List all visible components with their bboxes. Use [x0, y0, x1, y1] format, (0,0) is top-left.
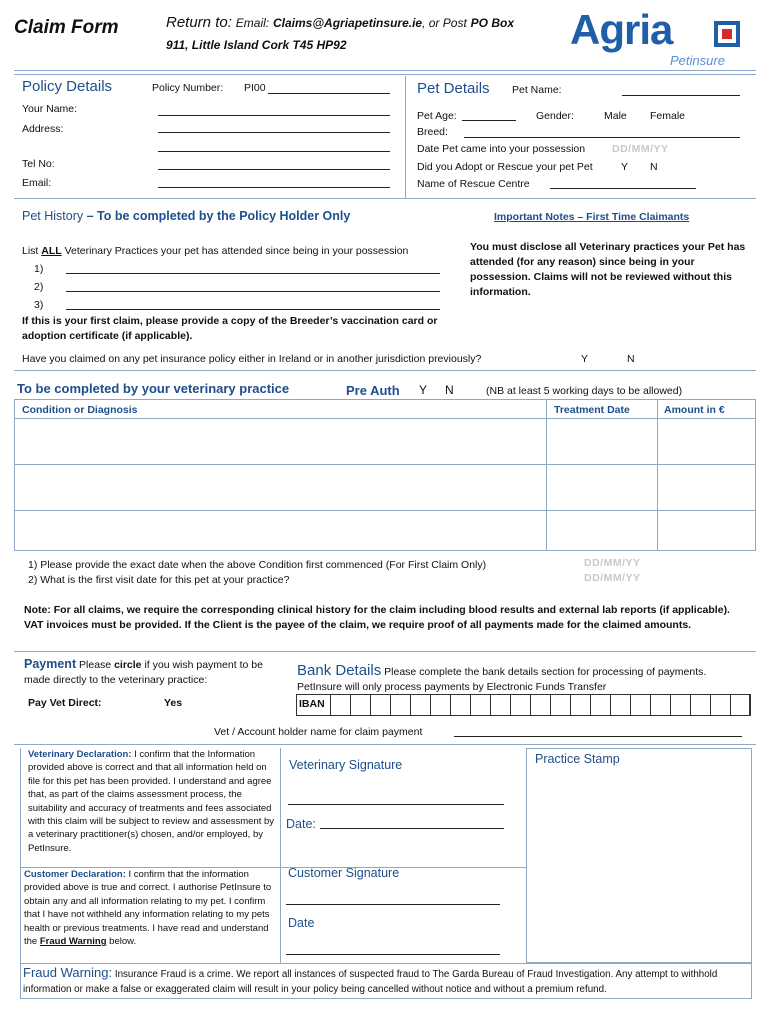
account-holder-label: Vet / Account holder name for claim payment [214, 726, 423, 738]
row-1-amount[interactable] [659, 420, 754, 462]
pet-age-label: Pet Age: [417, 110, 457, 122]
divider [14, 70, 756, 71]
list-post: Veterinary Practices your pet has attended since being in your possession [64, 245, 409, 257]
adopt-yes[interactable]: Y [621, 161, 629, 173]
preauth-no[interactable]: N [445, 383, 454, 397]
name-field[interactable] [158, 115, 390, 116]
possession-date-field[interactable]: DD/MM/YY [612, 143, 669, 155]
row-2-date[interactable] [548, 466, 655, 508]
bank-description: Please complete the bank details section for processing of payments. PetInsure will only process payments by Electronic Funds Transfer [297, 666, 707, 693]
preauth-label: Pre Auth [346, 383, 400, 398]
table-divider [657, 399, 658, 551]
iban-cell[interactable] [670, 694, 691, 716]
rescue-label: Name of Rescue Centre [417, 178, 530, 190]
history-heading-sub: – To be completed by the Policy Holder Only [86, 209, 351, 223]
practice-stamp-box[interactable] [526, 748, 752, 963]
account-holder-field[interactable] [454, 736, 742, 737]
address-field-2[interactable] [158, 151, 390, 152]
fraud-warning [23, 965, 751, 997]
row-3-amount[interactable] [659, 512, 754, 550]
breed-label: Breed: [417, 126, 448, 138]
iban-cell[interactable] [450, 694, 471, 716]
iban-cell[interactable] [530, 694, 551, 716]
logo-subtitle: Petinsure [670, 53, 725, 68]
iban-cell[interactable] [730, 694, 751, 716]
iban-cell[interactable] [490, 694, 511, 716]
page-title: Claim Form [14, 17, 119, 38]
address-label: Address: [22, 123, 64, 135]
adopt-no[interactable]: N [650, 161, 658, 173]
return-address [166, 14, 566, 31]
vet-declaration-title: Veterinary Declaration: [28, 749, 132, 760]
breed-field[interactable] [464, 137, 740, 138]
divider [14, 651, 756, 652]
divider [20, 748, 21, 963]
tel-label: Tel No: [22, 158, 55, 170]
return-email: Claims@Agriapetinsure.ie [273, 16, 423, 30]
table-divider [14, 510, 756, 511]
row-3-condition[interactable] [16, 512, 544, 550]
tel-field[interactable] [158, 169, 390, 170]
col-amount: Amount in € [664, 404, 725, 416]
pet-name-field[interactable] [622, 95, 740, 96]
iban-cell[interactable] [610, 694, 631, 716]
fraud-warning-link[interactable]: Fraud Warning [39, 936, 107, 948]
divider [405, 76, 406, 198]
divider [14, 198, 756, 199]
return-or: , or Post [422, 16, 467, 30]
history-heading [22, 209, 350, 223]
email-label: Email: [22, 177, 52, 189]
customer-declaration-end: below. [109, 936, 137, 948]
vet-item-2-label: 2) [34, 281, 44, 293]
vet-item-3-label: 3) [34, 299, 44, 311]
vet-signature-field[interactable] [288, 804, 504, 805]
pay-vet-yes[interactable]: Yes [164, 697, 183, 709]
row-1-condition[interactable] [16, 420, 544, 462]
customer-date-field[interactable] [286, 954, 500, 955]
address-field-1[interactable] [158, 132, 390, 133]
iban-cell[interactable] [510, 694, 531, 716]
vet-declaration [28, 748, 276, 855]
previous-claim-no[interactable]: N [627, 353, 635, 365]
bank-text [297, 663, 727, 695]
vet-date-label: Date: [286, 817, 316, 831]
gender-label: Gender: [536, 110, 574, 122]
gender-female[interactable]: Female [650, 110, 686, 122]
payment-text-circle: circle [114, 659, 142, 671]
fraud-heading: Fraud Warning: [23, 965, 113, 980]
payment-text-pre: Please [79, 659, 112, 671]
pet-age-field[interactable] [462, 120, 516, 121]
agria-logo [570, 6, 750, 70]
customer-declaration [24, 868, 276, 948]
adopt-label: Did you Adopt or Rescue your pet Pet [417, 161, 593, 173]
col-treatment-date: Treatment Date [554, 404, 630, 416]
preauth-yes[interactable]: Y [419, 383, 428, 397]
list-all: ALL [41, 245, 62, 257]
iban-cell[interactable] [650, 694, 671, 716]
policy-number-value: PI00 [244, 82, 266, 94]
return-po: PO Box [470, 16, 515, 30]
table-divider [14, 418, 756, 419]
rescue-field[interactable] [550, 188, 696, 189]
first-visit-question: 2) What is the first visit date for this pet at your practice? [28, 574, 290, 586]
iban-cell[interactable] [470, 694, 491, 716]
list-vets-instruction [22, 245, 408, 257]
iban-cell[interactable] [390, 694, 411, 716]
condition-commenced-date[interactable]: DD/MM/YY [584, 557, 641, 569]
condition-commenced-question: 1) Please provide the exact date when the above Condition first commenced (For First Claim Only) [28, 559, 487, 571]
email-field[interactable] [158, 187, 390, 188]
history-heading-main: Pet History [22, 209, 84, 223]
iban-cell[interactable] [630, 694, 651, 716]
vet-item-2-field[interactable] [66, 291, 440, 292]
iban-label: IBAN [299, 698, 325, 710]
vet-item-3-field[interactable] [66, 309, 440, 310]
divider [14, 744, 756, 745]
vet-item-1-label: 1) [34, 263, 44, 275]
practice-stamp-label: Practice Stamp [535, 752, 620, 766]
divider [280, 748, 281, 963]
fraud-text: Insurance Fraud is a crime. We report all instances of suspected fraud to The Garda Bureau of Fraud Investigation. Any attempt to withhold information or make a false or exaggerated claim will result in your policy being cancelled without notice and without a premium refund. [23, 969, 718, 995]
gender-male[interactable]: Male [604, 110, 627, 122]
iban-cell[interactable] [590, 694, 611, 716]
divider [14, 370, 756, 371]
logo-text: Agria [570, 6, 673, 53]
name-label: Your Name: [22, 103, 78, 115]
iban-cell[interactable] [550, 694, 571, 716]
iban-cell[interactable] [710, 694, 731, 716]
vet-signature-label: Veterinary Signature [289, 758, 403, 772]
logo-mark-icon [714, 21, 740, 47]
col-condition: Condition or Diagnosis [22, 404, 138, 416]
table-divider [14, 464, 756, 465]
customer-signature-label: Customer Signature [288, 866, 400, 880]
return-email-prefix: Email: [235, 16, 270, 30]
policy-number-field[interactable] [268, 93, 390, 94]
policy-number-label: Policy Number: [152, 82, 224, 94]
policy-heading: Policy Details [22, 78, 113, 95]
notes-heading: Important Notes – First Time Claimants [494, 211, 690, 223]
row-2-condition[interactable] [16, 466, 544, 508]
payment-text-post: if you wish payment to be made directly to the veterinary practice: [24, 659, 263, 686]
pet-heading: Pet Details [417, 80, 490, 97]
divider [14, 74, 756, 75]
table-divider [546, 399, 547, 551]
payment-heading: Payment [24, 657, 77, 671]
iban-cell[interactable] [370, 694, 391, 716]
previous-claim-yes[interactable]: Y [581, 353, 589, 365]
previous-claim-question: Have you claimed on any pet insurance policy either in Ireland or in another jurisdiction previously? [22, 353, 482, 365]
iban-cell[interactable] [330, 694, 351, 716]
iban-cell[interactable] [570, 694, 591, 716]
vet-heading: To be completed by your veterinary practice [17, 381, 290, 396]
vet-date-field[interactable] [320, 828, 504, 829]
notes-body: You must disclose all Veterinary practices your Pet has attended (for any reason) since being in your possession. Claims will not be reviewed without this information. [470, 241, 746, 298]
row-1-date[interactable] [548, 420, 655, 462]
iban-cell[interactable] [410, 694, 431, 716]
customer-declaration-text: I confirm that the information provided above is true and correct. I authorise PetInsure to obtain any and all information relating to my pet. I confirm that I have not withheld any information relating to my pets health or previous treatments. I have read and understand the [24, 869, 272, 948]
row-2-amount[interactable] [659, 466, 754, 508]
return-address-line2: 911, Little Island Cork T45 HP92 [166, 38, 347, 52]
iban-cell[interactable] [350, 694, 371, 716]
clinical-history-note: Note: For all claims, we require the corresponding clinical history for the claim including blood results and external lab reports (if applicable). VAT invoices must be provided. If the Client is the payee of the claim, we require proof of all payments made for the claimed amounts. [24, 604, 730, 631]
pet-name-label: Pet Name: [512, 84, 562, 96]
vet-declaration-text: I confirm that the Information provided above is correct and that all information held on file for this pet has been provided. I understand and agree that, as part of the claims assessment process, the suitability and accuracy of treatments and fees associated with this claim will be subject to review and assessment by a veterinary practitioner(s) chosen, and/or employed, by PetInsure. [28, 749, 275, 854]
row-3-date[interactable] [548, 512, 655, 550]
customer-signature-field[interactable] [286, 904, 500, 905]
bank-heading: Bank Details [297, 662, 382, 679]
return-label: Return to: [166, 14, 232, 31]
nb-note: (NB at least 5 working days to be allowed) [486, 385, 683, 397]
pay-vet-label: Pay Vet Direct: [28, 697, 102, 709]
customer-date-label: Date [288, 916, 315, 930]
iban-cell[interactable] [430, 694, 451, 716]
first-claim-note: If this is your first claim, please provide a copy of the Breeder’s vaccination card or adoption certificate (if applicable). [22, 315, 438, 342]
customer-declaration-title: Customer Declaration: [24, 869, 126, 880]
first-visit-date[interactable]: DD/MM/YY [584, 572, 641, 584]
vet-item-1-field[interactable] [66, 273, 440, 274]
possession-label: Date Pet came into your possession [417, 143, 586, 155]
iban-cell[interactable] [690, 694, 711, 716]
list-pre: List [22, 245, 39, 257]
payment-text [24, 657, 286, 688]
